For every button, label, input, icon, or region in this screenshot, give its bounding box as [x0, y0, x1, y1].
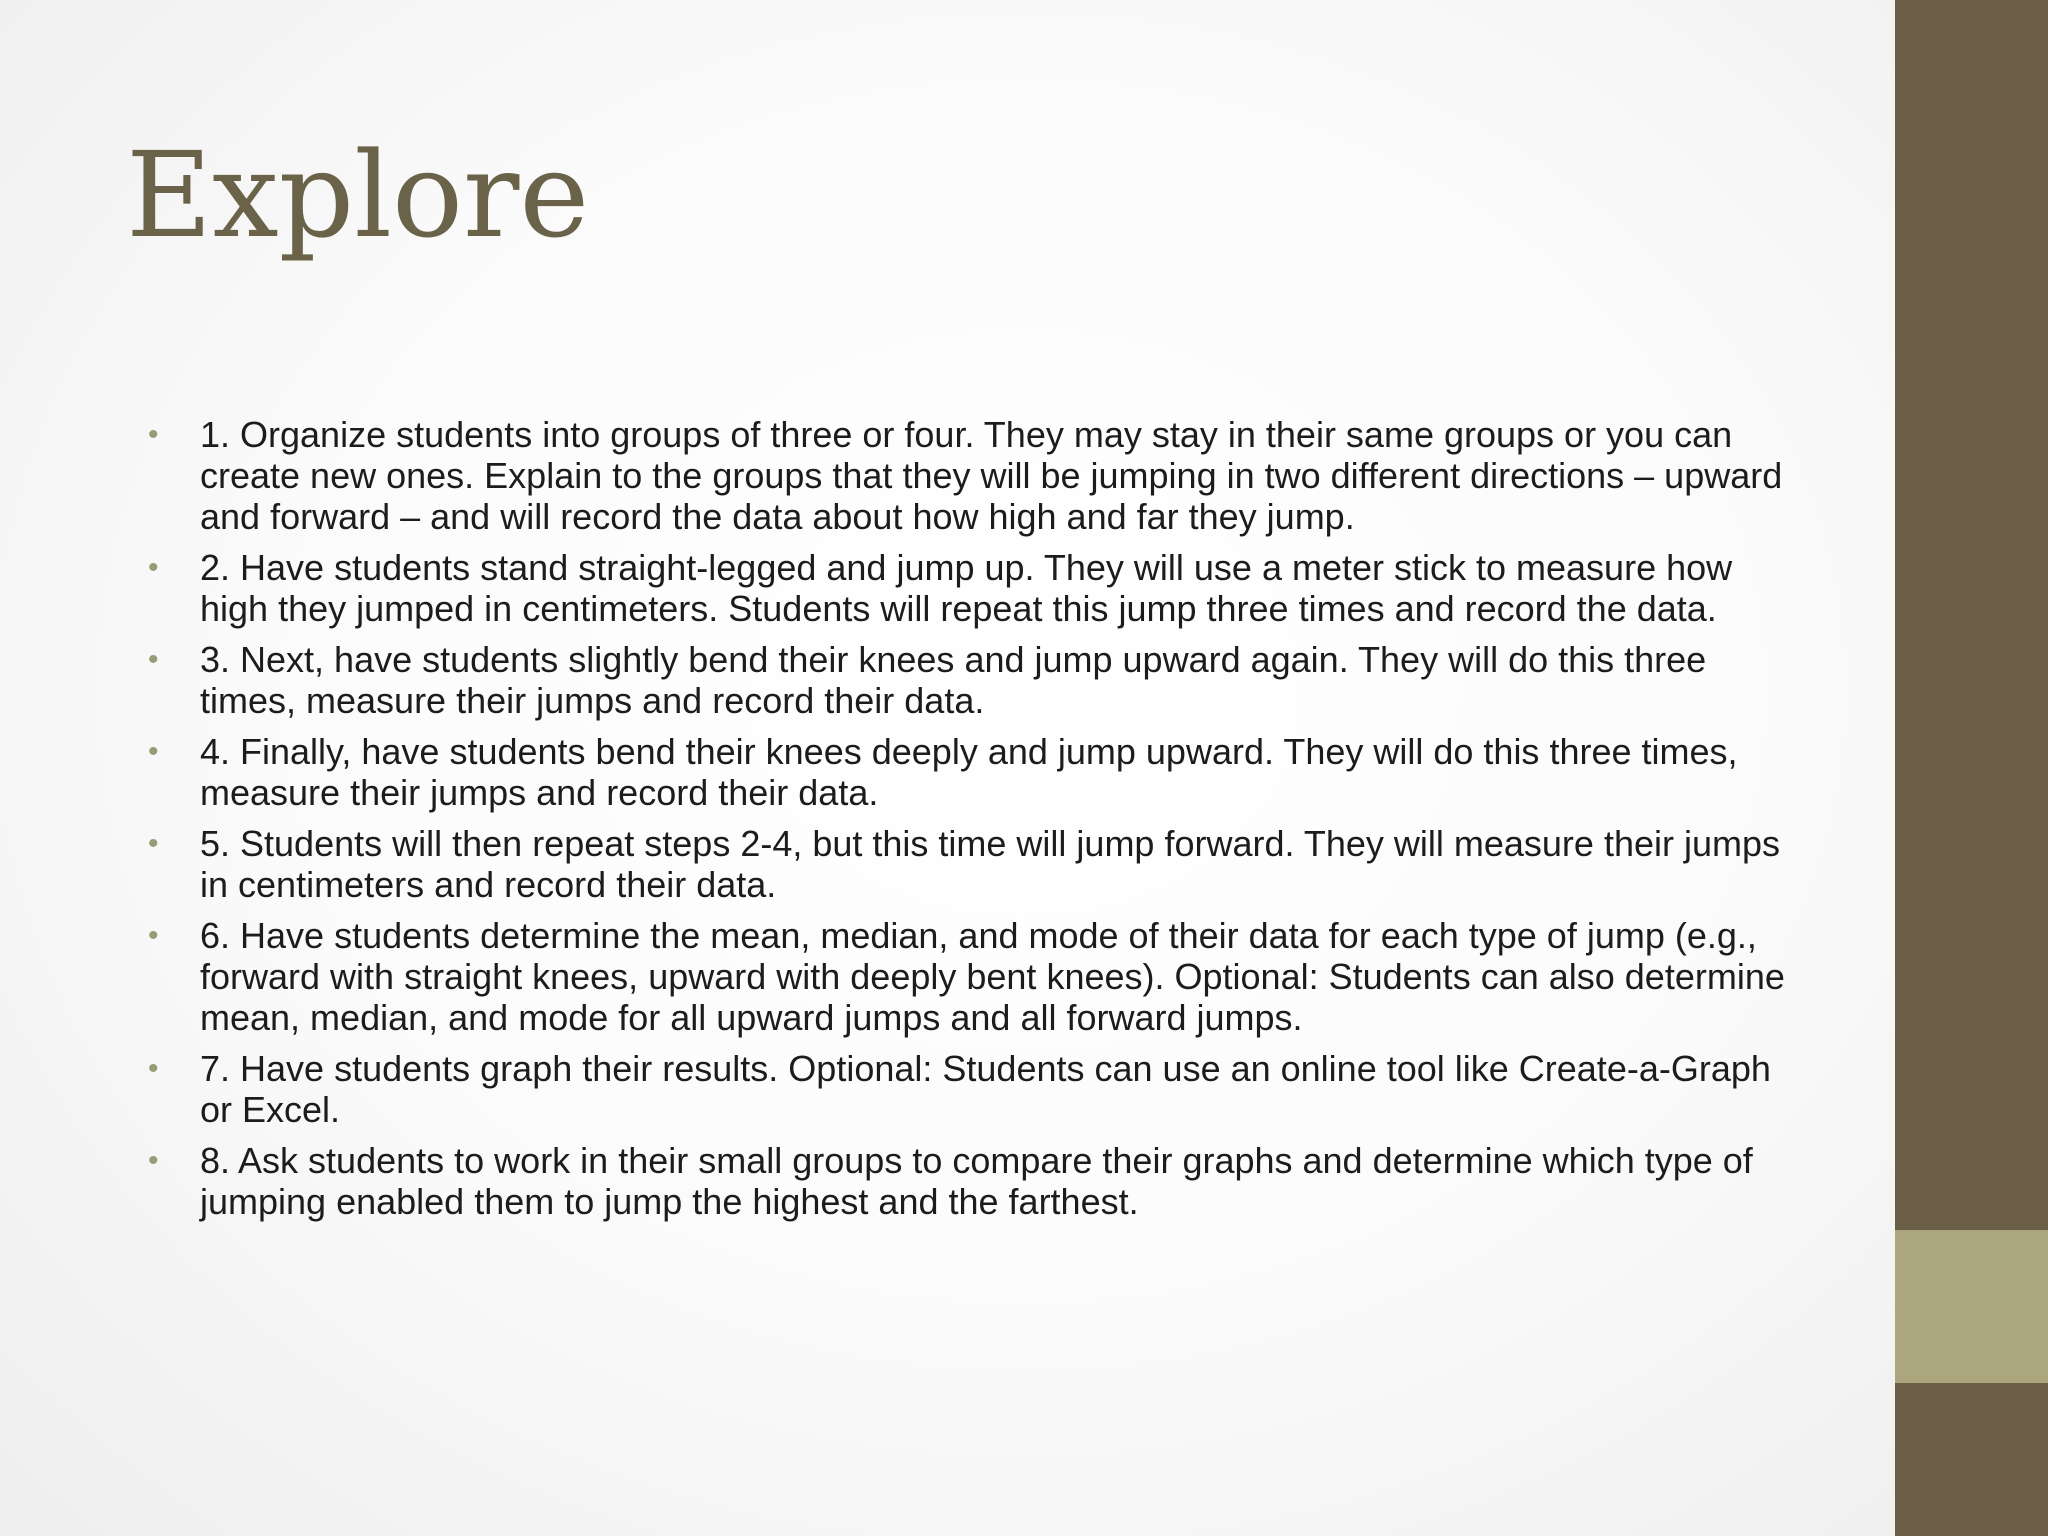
bullet-dot-icon: •: [148, 919, 159, 952]
slide-title: Explore: [126, 126, 590, 264]
bullet-item-2: [145, 547, 1795, 629]
bullet-item-8: [145, 1140, 1795, 1222]
bullet-text: 4. Finally, have students bend their knees deeply and jump upward. They will do this three times, measure their jumps and record their data.: [200, 731, 1738, 813]
bullet-text: 5. Students will then repeat steps 2-4, but this time will jump forward. They will measure their jumps in centimeters and record their data.: [200, 823, 1781, 905]
bullet-dot-icon: •: [148, 643, 159, 676]
bullet-dot-icon: •: [148, 418, 159, 451]
bullet-dot-icon: •: [148, 735, 159, 768]
bullet-item-5: [145, 823, 1795, 905]
bullet-item-4: [145, 731, 1795, 813]
bullet-item-6: [145, 915, 1795, 1038]
bullet-dot-icon: •: [148, 1144, 159, 1177]
bullet-text: 2. Have students stand straight-legged and jump up. They will use a meter stick to measure how high they jumped in centimeters. Students will repeat this jump three times and record the data.: [200, 547, 1733, 629]
bullet-item-7: [145, 1048, 1795, 1130]
bullet-text: 8. Ask students to work in their small groups to compare their graphs and determine which type of jumping enabled them to jump the highest and the farthest.: [200, 1140, 1753, 1222]
bullet-item-1: [145, 414, 1795, 537]
bullet-text: 7. Have students graph their results. Optional: Students can use an online tool like Create-a-Graph or Excel.: [200, 1048, 1771, 1130]
bullet-dot-icon: •: [148, 827, 159, 860]
bullet-text: 3. Next, have students slightly bend their knees and jump upward again. They will do this three times, measure their jumps and record their data.: [200, 639, 1707, 721]
bullet-list: [145, 414, 1795, 1232]
side-accent-block: [1895, 1230, 2048, 1383]
bullet-item-3: [145, 639, 1795, 721]
bullet-text: 6. Have students determine the mean, median, and mode of their data for each type of jump (e.g., forward with straight knees, upward with deeply bent knees). Optional: Students can also determine mean, median, and mode for all upward jumps and all forward jumps.: [200, 915, 1785, 1038]
bullet-dot-icon: •: [148, 551, 159, 584]
bullet-text: 1. Organize students into groups of three or four. They may stay in their same groups or you can create new ones. Explain to the groups that they will be jumping in two different directions – upward and forward – and will record the data about how high and far they jump.: [200, 414, 1783, 537]
bullet-dot-icon: •: [148, 1052, 159, 1085]
